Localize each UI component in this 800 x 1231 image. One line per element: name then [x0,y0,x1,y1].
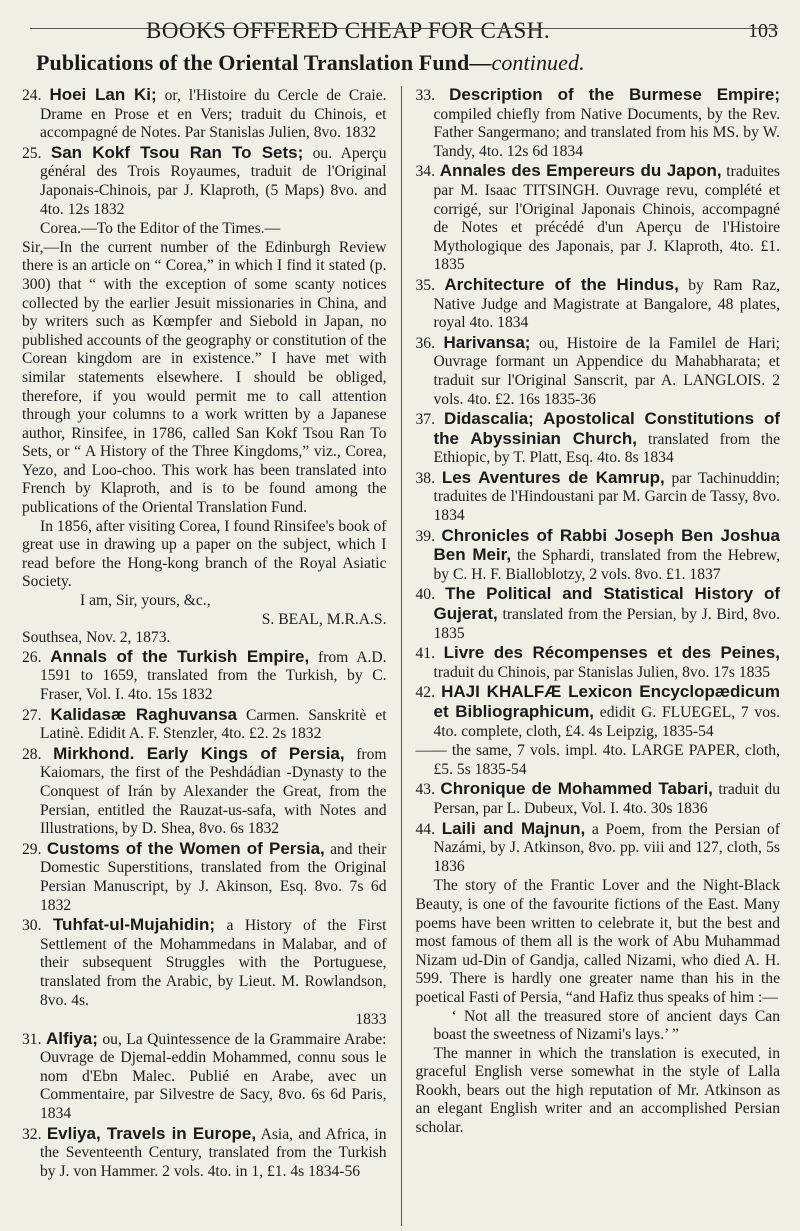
letter-body-1: Sir,—In the current number of the Edinburgh Review there is an article on “ Corea,” in which I find it stated (p. 300) that “ with the exception of some scanty notices collected by the earlier Jesuit missionaries in China, and by writers such as Kœmpfer and Siebold in Japan, no published accounts of the geography or constitution of the Corean kingdom are in existence.” I have met with similar statements elsewhere. I should be obliged, therefore, if you would permit me to call attention through your columns to a work written by a Japanese author, Rinsifee, in 1786, called San Kokf Tsou Ran To Sets, or “ A History of the Three Kingdoms,” viz., Corea, Yezo, and Loo-choo. This work has been translated into French by Klaproth, and is to be found among the publications of the Oriental Translation Fund. [22,238,387,517]
entry-44: 44. Laili and Majnun, a Poem, from the Persian of Nazámi, by J. Atkinson, 8vo. pp. viii and 127, cloth, 5s 1836 [415,818,781,875]
entry-42: 42. HAJI KHALFÆ Lexicon Encyclopædicum et Bibliographicum, edidit G. FLUEGEL, 7 vos. 4to. complete, cloth, £4. 4s Leipzig, 1835-54 [415,682,781,740]
right-column [416,86,781,1226]
entry-30: 30. Tuhfat-ul-Mujahidin; a History of the First Settlement of the Mohammedans in Malabar, and of their subsequent Struggles with the Portuguese, translated from the Arabic, by Lieut. M. Rowlandson, 8vo. 4s. [22,915,387,1009]
entry-42-large-paper: —— the same, 7 vols. impl. 4to. LARGE PAPER, cloth, £5. 5s 1835-54 [415,742,781,778]
running-head [30,14,778,48]
letter-signature: S. BEAL, M.R.A.S. [261,610,387,628]
entry-36: 36. Harivansa; ou, Histoire de la Familel de Hari; Ouvrage formant un Appendice du Mahabharata; et traduit sur l'Original Sanscrit, par A. LANGLOIS. 2 vols. 4to. £2. 16s 1835-36 [415,332,781,408]
letter-heading: Corea.—To the Editor of the Times.— [40,220,281,238]
running-title: BOOKS OFFERED CHEAP FOR CASH. [146,18,551,43]
entry-31: 31. Alfiya; ou, La Quintessence de la Grammaire Arabe: Ouvrage de Djemal-eddin Mohammed, connu sous le nom d'Ebn Malec. Publié en Arabe, avec un Commentaire, par Silvestre de Sacy, 8vo. 6s 6d Paris, 1834 [22,1028,387,1123]
entry-32: 32. Evliya, Travels in Europe, Asia, and Africa, in the Seventeenth Century, translated from the Turkish by J. von Hammer. 2 vols. 4to. in 1, £1. 4s 1834-56 [22,1123,387,1180]
entry-40: 40. The Political and Statistical History of Gujerat, translated from the Persian, by J. Bird, 8vo. 1835 [415,584,781,642]
entry-39: 39. Chronicles of Rabbi Joseph Ben Joshua Ben Meir, the Sphardi, translated from the Hebrew, by C. H. F. Bialloblotzy, 2 vols. 8vo. £1. 1837 [415,525,781,583]
entry-29: 29. Customs of the Women of Persia, and their Domestic Superstitions, translated from the Original Persian Manuscript, by J. Akinson, Esq. 8vo. 7s 6d 1832 [22,838,387,914]
page-number: 103 [748,20,778,42]
letter-body-2: In 1856, after visiting Corea, I found Rinsifee's book of great use in drawing up a paper on the subject, which I read before the Hong-kong branch of the Royal Asiatic Society. [22,517,387,591]
two-columns [22,86,780,1226]
entry-43: 43. Chronique de Mohammed Tabari, traduit du Persan, par L. Dubeux, Vol. I. 4to. 30s 1836 [415,779,781,817]
entry-25: 25. San Kokf Tsou Ran To Sets; ou. Aperçu général des Trois Royaumes, traduit de l'Original Japonais-Chinois, par J. Klaproth, (5 Maps) 8vo. and 4to. 12s 1832 [22,142,387,218]
section-heading [30,50,778,76]
entry-34: 34. Annales des Empereurs du Japon, traduites par M. Isaac TITSINGH. Ouvrage revu, complété et corrigé, sur l'Original Japonais Chinois, accompagné de Notes et précédé d'un Aperçu de l'Histoire Mythologique des Japonais, par J. Klaproth, 4to. £1. 1835 [415,161,781,274]
entry-30-year: 1833 [355,1011,387,1029]
entry-44-review-2: The manner in which the translation is executed, in graceful English verse somewhat in the style of Lalla Rookh, bears out the high reputation of Mr. Atkinson as an elegant English writer and an accomplished Persian scholar. [415,1044,781,1137]
entry-33: 33. Description of the Burmese Empire; compiled chiefly from Native Documents, by the Rev. Father Sangermano; and translated from his MS. by W. Tandy, 4to. 12s 6d 1834 [415,85,781,160]
entry-27: 27. Kalidasæ Raghuvansa Carmen. Sanskritè et Latinè. Edidit A. F. Stenzler, 4to. £2. 2s 1832 [22,704,387,743]
entry-35: 35. Architecture of the Hindus, by Ram Raz, Native Judge and Magistrate at Bangalore, 48 plates, royal 4to. 1834 [415,274,781,332]
left-column [22,86,387,1226]
entry-44-quote: ‘ Not all the treasured store of ancient days Can boast the sweetness of Nizami's lays.’ ” [433,1007,781,1044]
column-divider [401,86,402,1226]
header-rule [30,28,778,29]
entry-41: 41. Livre des Récompenses et des Peines, traduit du Chinois, par Stanislas Julien, 8vo. 17s 1835 [415,643,781,681]
section-heading-text: Publications of the Oriental Translation Fund— [36,50,492,75]
entry-44-review: The story of the Frantic Lover and the Night-Black Beauty, is one of the favourite fictions of the East. Many poems have been written to celebrate it, but the best and most famous of them all is the work of Abu Muhammad Nizam ud-Din of Gandja, called Nizami, who died A. H. 599. There is hardly one greater name than his in the poetical Fasti of Persia, “and Hafiz thus speaks of him :— [415,877,781,1006]
entry-24: 24. Hoei Lan Ki; or, l'Histoire du Cercle de Craie. Drame en Prose et en Vers; traduit du Chinois, et accompagné de Notes. Par Stanislas Julien, 8vo. 1832 [22,85,387,142]
letter-closing: I am, Sir, yours, &c., [80,592,211,610]
entry-38: 38. Les Aventures de Kamrup, par Tachinuddin; traduites de l'Hindoustani par M. Garcin de Tassy, 8vo. 1834 [415,467,781,525]
entry-37: 37. Didascalia; Apostolical Constitutions of the Abyssinian Church, translated from the Ethiopic, by T. Platt, Esq. 4to. 8s 1834 [415,409,781,467]
section-heading-continued: continued. [491,50,585,75]
entry-28: 28. Mirkhond. Early Kings of Persia, from Kaiomars, the first of the Peshdádian -Dynasty to the Conquest of Irán by Alexander the Great, from the Persian, entitled the Rauzat-us-safa, with Notes and Illustrations, by D. Shea, 8vo. 6s 1832 [22,743,387,838]
letter-place-date: Southsea, Nov. 2, 1873. [22,629,171,647]
entry-26: 26. Annals of the Turkish Empire, from A.D. 1591 to 1659, translated from the Turkish, by C. Fraser, Vol. I. 4to. 15s 1832 [22,646,387,703]
